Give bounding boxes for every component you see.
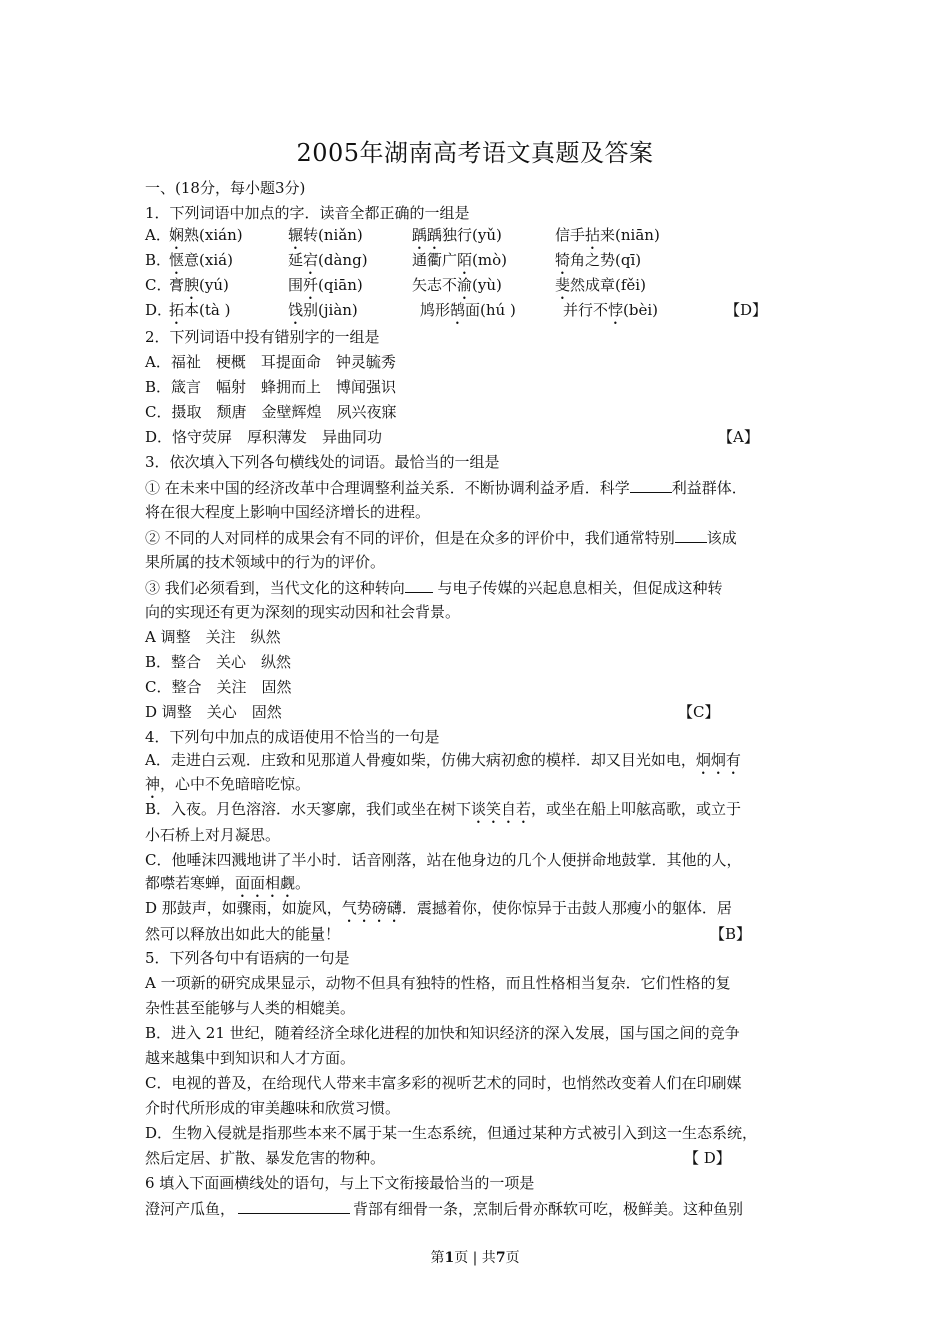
q5-option-c: C．电视的普及，在给现代人带来丰富多彩的视听艺术的同时，也悄然改变着人们在印刷媒	[145, 1074, 742, 1092]
q3-option-d: D 调整 关心 固然	[145, 703, 282, 721]
total-pages-number: 7	[495, 1250, 506, 1266]
option-label: B．	[145, 251, 172, 269]
q3-option-a: A 调整 关注 纵然	[145, 628, 281, 646]
option-term: 拓本(tà )	[169, 301, 231, 319]
fill-blank	[238, 1198, 350, 1214]
q3-stem: 3．依次填入下列各句横线处的词语。最恰当的一组是	[145, 453, 500, 471]
q4-answer: 【B】	[710, 925, 752, 943]
q1-answer: 【D】	[725, 301, 768, 319]
option-term: 信手拈来(niān)	[555, 226, 660, 244]
q4-option-b-cont: 小石桥上对月凝思。	[145, 826, 281, 844]
q4-stem: 4．下列句中加点的成语使用不恰当的一句是	[145, 728, 440, 746]
q2-option-c: C．摄取 颓唐 金壁辉煌 夙兴夜寐	[145, 403, 397, 421]
q3-option-b: B．整合 关心 纵然	[145, 653, 292, 671]
q6-passage: 澄河产瓜鱼， 背部有细骨一条，烹制后骨亦酥软可吃，极鲜美。这种鱼别	[145, 1200, 744, 1218]
q3-sentence-3-cont: 向的实现还有更为深刻的现实动因和社会背景。	[145, 603, 461, 621]
q5-option-d-cont: 然后定居、扩散、暴发危害的物种。	[145, 1149, 386, 1167]
q4-option-a: A．走进白云观．庄致和见那道人骨瘦如柴，仿佛大病初愈的模样．却又目光如电，炯炯有	[145, 751, 741, 769]
q3-option-c: C．整合 关注 固然	[145, 678, 292, 696]
q6-stem: 6 填入下面画横线处的语句，与上下文衔接最恰当的一项是	[145, 1174, 535, 1192]
q5-option-b: B．进入 21 世纪，随着经济全球化进程的加快和知识经济的深入发展，国与国之间的竞争	[145, 1024, 740, 1042]
q4-option-c-cont: 都噤若寒蝉，面面相觑。	[145, 874, 311, 892]
option-term: 辗转(niǎn)	[288, 226, 363, 244]
option-term: 围歼(qiān)	[288, 276, 363, 294]
q5-option-d: D．生物入侵就是指那些本来不属于某一生态系统，但通过某种方式被引入到这一生态系统，	[145, 1124, 758, 1142]
option-term: 饯别(jiàn)	[288, 301, 358, 319]
q4-option-d: D 那鼓声，如骤雨，如旋风，气势磅礴．震撼着你，使你惊异于击鼓人那瘦小的躯体．居	[145, 899, 732, 917]
q5-option-a-cont: 杂性甚至能够与人类的相媲美。	[145, 999, 356, 1017]
option-term: 犄角之势(qī)	[555, 251, 642, 269]
option-term: 通衢广陌(mò)	[412, 251, 507, 269]
q3-sentence-1: ① 在未来中国的经济改革中合理调整利益关系．不断协调利益矛盾．科学 利益群体．	[145, 479, 747, 497]
q5-option-c-cont: 介时代所形成的审美趣味和欣赏习惯。	[145, 1099, 401, 1117]
q3-sentence-1-cont: 将在很大程度上影响中国经济增长的进程。	[145, 503, 431, 521]
q4-option-c: C．他唾沫四溅地讲了半小时．话音刚落，站在他身边的几个人便拼命地鼓掌．其他的人，	[145, 851, 742, 869]
option-term: 娴熟(xián)	[169, 226, 243, 244]
q5-option-a: A 一项新的研究成果显示，动物不但具有独特的性格，而且性格相当复杂．它们性格的复	[145, 974, 731, 992]
q1-stem: 1．下列词语中加点的字．读音全都正确的一组是	[145, 204, 470, 222]
option-term: 斐然成章(fěi)	[555, 276, 646, 294]
option-term: 踽踽独行(yǔ)	[412, 226, 502, 244]
option-term: 矢志不渝(yù)	[412, 276, 502, 294]
q2-option-a: A．福祉 梗概 耳提面命 钟灵毓秀	[145, 353, 396, 371]
q2-option-b: B．箴言 幅射 蜂拥而上 博闻强识	[145, 378, 397, 396]
section-heading: 一、(18分，每小题3分)	[145, 179, 306, 197]
option-label: A．	[145, 226, 171, 244]
q3-answer: 【C】	[678, 703, 720, 721]
q5-answer: 【 D】	[684, 1149, 731, 1167]
fill-blank	[630, 477, 672, 493]
q3-sentence-3: ③ 我们必须看到，当代文化的这种转向 与电子传媒的兴起息息相关，但促成这种转	[145, 579, 723, 597]
fill-blank	[405, 577, 433, 593]
option-term: 延宕(dàng)	[288, 251, 368, 269]
option-term: 鸠形鹄面(hú )	[420, 301, 516, 319]
option-label: D．	[145, 301, 173, 319]
option-term: 惬意(xiá)	[169, 251, 233, 269]
q2-option-d: D．恪守荧屏 厚积薄发 异曲同功	[145, 428, 383, 446]
option-term: 膏腴(yú)	[169, 276, 229, 294]
option-term: 并行不悖(bèi)	[563, 301, 659, 319]
q3-sentence-2: ② 不同的人对同样的成果会有不同的评价，但是在众多的评价中，我们通常特别 该成	[145, 529, 737, 547]
q2-stem: 2．下列词语中投有错别字的一组是	[145, 328, 380, 346]
option-label: C．	[145, 276, 172, 294]
q4-option-b: B．入夜。月色溶溶．水天寥廓，我们或坐在树下谈笑自若，或坐在船上叩舷高歌，或立于	[145, 800, 742, 818]
q5-stem: 5．下列各句中有语病的一句是	[145, 949, 350, 967]
fill-blank	[675, 527, 707, 543]
current-page-number: 1	[444, 1250, 455, 1266]
q4-option-d-cont: 然可以释放出如此大的能量！	[145, 925, 341, 943]
q3-sentence-2-cont: 果所属的技术领域中的行为的评价。	[145, 553, 386, 571]
q2-answer: 【A】	[718, 428, 759, 446]
page-footer: 第1页 | 共7页	[430, 1250, 520, 1266]
q5-option-b-cont: 越来越集中到知识和人才方面。	[145, 1049, 356, 1067]
q4-option-a-cont: 神，心中不免暗暗吃惊。	[145, 775, 311, 793]
page-title: 2005年湖南高考语文真题及答案	[296, 139, 654, 167]
